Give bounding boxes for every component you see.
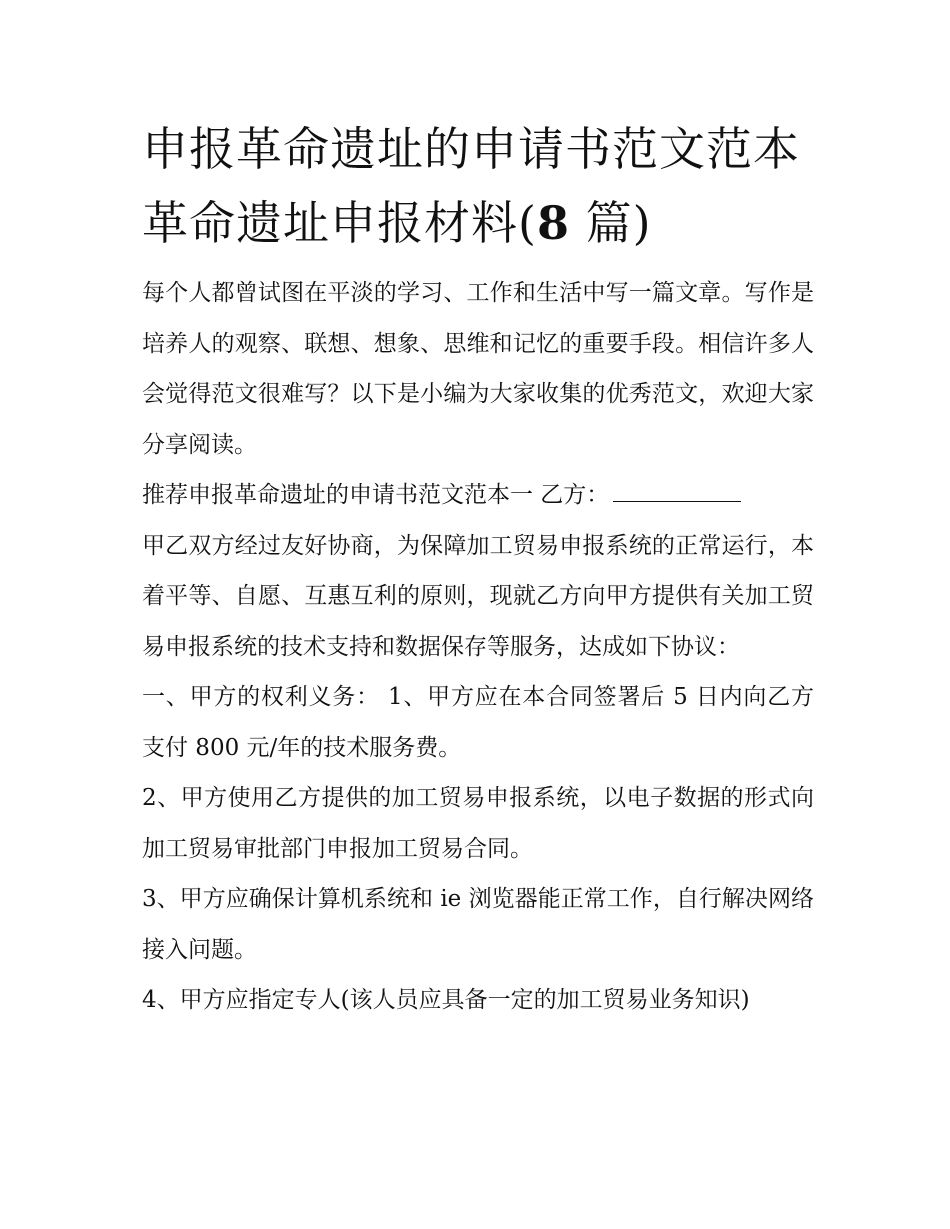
- clause-2: 2、甲方使用乙方提供的加工贸易申报系统，以电子数据的形式向加工贸易审批部门申报加工贸易合同。: [142, 785, 814, 862]
- clause-4: 4、甲方应指定专人(该人员应具备一定的加工贸易业务知识): [142, 987, 750, 1013]
- party-b-blank: [613, 481, 741, 502]
- clause-1: 一、甲方的权利义务： 1、甲方应在本合同签署后 5 日内向乙方支付 800 元/年的技术服务费。: [142, 684, 814, 761]
- clause-3: 3、甲方应确保计算机系统和 ie 浏览器能正常工作，自行解决网络接入问题。: [142, 886, 814, 963]
- recommend-text: 推荐申报革命遗址的申请书范文范本一 乙方：: [142, 482, 610, 508]
- title-text: 申报革命遗址的申请书范文范本 革命遗址申报材料(: [142, 122, 800, 250]
- agreement-intro: 甲乙双方经过友好协商，为保障加工贸易申报系统的正常运行，本着平等、自愿、互惠互利的原则，现就乙方向甲方提供有关加工贸易申报系统的技术支持和数据保存等服务，达成如下协议：: [142, 532, 814, 660]
- title-suffix: 篇): [569, 196, 652, 250]
- document-page: [142, 112, 814, 1026]
- intro-paragraph: 每个人都曾试图在平淡的学习、工作和生活中写一篇文章。写作是培养人的观察、联想、想象、思维和记忆的重要手段。相信许多人会觉得范文很难写？以下是小编为大家收集的优秀范文，欢迎大家分享阅读。: [142, 280, 814, 458]
- recommend-line: [142, 470, 814, 521]
- document-title: [142, 112, 814, 260]
- title-count: 8: [536, 196, 570, 250]
